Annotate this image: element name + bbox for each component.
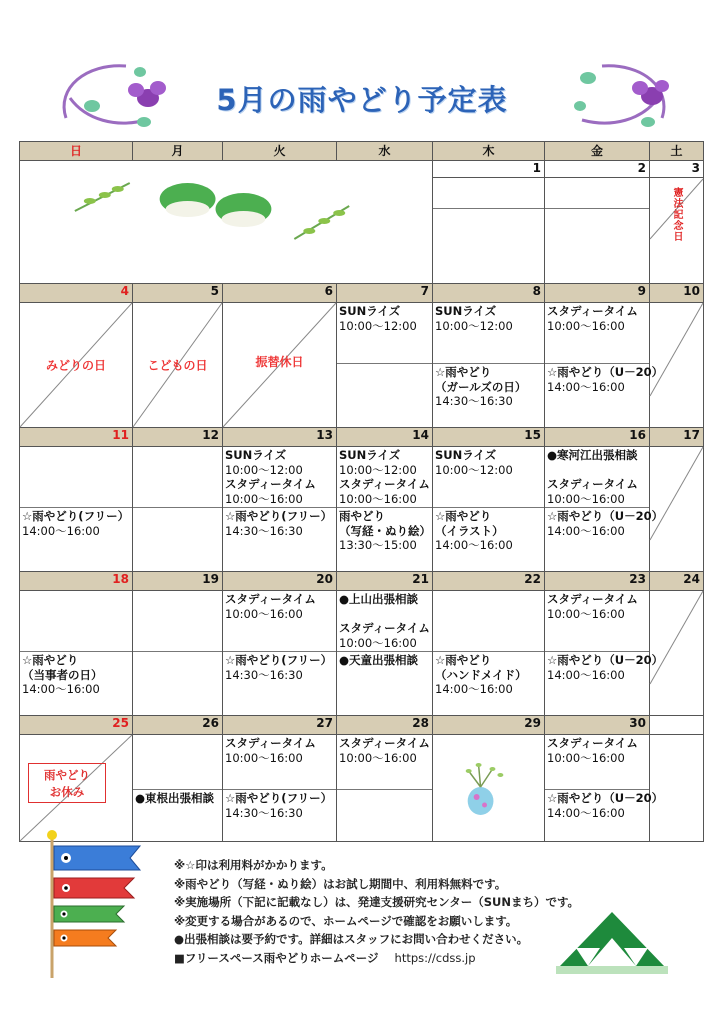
day-cell-11 [20,447,133,572]
day-cell-10 [650,303,704,428]
event-bottom: ☆雨やどり （ガールズの日） 14:30～16:30 [433,363,544,427]
day-cell-15 [433,447,545,572]
event-top: スタディータイム 10:00～16:00 [339,736,430,765]
event-top: SUNライズ 10:00～12:00 [435,448,513,477]
note-line: ●出張相談は要予約です。詳細はスタッフにお問い合わせください。 [174,932,529,947]
week5-body-row [20,735,704,842]
event-bottom [133,507,222,571]
event-bottom [133,651,222,715]
event-top: スタディータイム 10:00～16:00 [225,736,316,765]
calendar-table [19,141,704,842]
day-cell-20 [223,591,337,716]
note-line: ※変更する場合があるので、ホームページで確認をお願いします。 [174,913,518,928]
weekday-sat: 土 [650,142,704,161]
day-cell-24 [650,591,704,716]
date-number: 16 [545,428,650,447]
date-number: 9 [545,284,650,303]
date-number: 18 [20,572,133,591]
week3-date-row [20,428,704,447]
week1-row [20,161,704,284]
date-number: 10 [650,284,704,303]
kashiwa-mochi-icon [20,161,432,283]
week3-body-row [20,447,704,572]
week2-date-row [20,284,704,303]
day-cell-8 [433,303,545,428]
weekday-mon: 月 [133,142,223,161]
day-cell-empty [650,735,704,842]
date-number: 2 [545,161,649,178]
homepage-link[interactable]: https://cdss.jp [394,950,476,965]
weekday-sun: 日 [20,142,133,161]
day-cell-30 [545,735,664,842]
event-bottom: ☆雨やどり（U－20） 14:00～16:00 [545,507,649,571]
day-cell-16 [545,447,664,572]
date-number: 21 [337,572,433,591]
day-cell-3 [650,161,704,284]
event-bottom: ☆雨やどり(フリー） 14:30～16:30 [223,789,336,841]
event-bottom: 雨やどり （写経・ぬり絵） 13:30～15:00 [337,507,432,571]
weekday-wed: 水 [337,142,433,161]
event-top: SUNライズ 10:00～12:00 スタディータイム 10:00～16:00 [225,448,316,506]
date-number: 6 [223,284,337,303]
day-cell-7 [337,303,433,428]
diagonal-slash [650,447,703,571]
weekday-thu: 木 [433,142,545,161]
event-bottom [337,789,432,841]
diagonal-slash [650,591,703,715]
date-number: 25 [20,716,133,735]
week2-body-row [20,303,704,428]
date-number: 7 [337,284,433,303]
kashiwa-mochi-illustration-cell [20,161,433,284]
day-cell-28 [337,735,433,842]
date-number: 29 [433,716,545,735]
day-cell-21 [337,591,433,716]
event-top: SUNライズ 10:00～12:00 [339,304,417,333]
day-cell-2 [545,161,650,284]
event-top: スタディータイム 10:00～16:00 [547,592,638,621]
note-line: ※☆印は利用料がかかります。 [174,858,333,872]
event-top: SUNライズ 10:00～12:00 [435,304,513,333]
day-cell-1 [433,161,545,284]
event-bottom: ☆雨やどり （当事者の日） 14:00～16:00 [20,651,132,715]
day-cell-27 [223,735,337,842]
date-number: 26 [133,716,223,735]
event-top: スタディータイム 10:00～16:00 [225,592,316,621]
day-cell-5 [133,303,223,428]
date-number [650,716,704,735]
day-cell-12 [133,447,223,572]
day-cell-13 [223,447,337,572]
day-cell-25 [20,735,133,842]
date-number: 17 [650,428,704,447]
event-top: ●上山出張相談 スタディータイム 10:00～16:00 [339,592,430,650]
date-number: 19 [133,572,223,591]
date-number: 12 [133,428,223,447]
event-bottom: ☆雨やどり （ハンドメイド） 14:00～16:00 [433,651,544,715]
day-cell-6 [223,303,337,428]
date-number: 14 [337,428,433,447]
event-bottom: ☆雨やどり(フリー） 14:30～16:30 [223,651,336,715]
week4-body-row [20,591,704,716]
note-line: ※雨やどり（写経・ぬり絵）はお試し期間中、利用料無料です。 [174,876,507,891]
holiday-label: 憲法記念日 [671,187,682,242]
day-cell-29 [433,735,545,842]
date-number: 8 [433,284,545,303]
date-number: 28 [337,716,433,735]
event-top: SUNライズ 10:00～12:00 スタディータイム 10:00～16:00 [339,448,430,506]
kabuto-logo-icon [556,908,668,974]
event-bottom: ☆雨やどり（U－20） 14:00～16:00 [545,651,649,715]
date-number: 22 [433,572,545,591]
event-top: スタディータイム 10:00～16:00 [547,304,638,333]
holiday-label: 振替休日 [255,355,304,370]
day-cell-17 [650,447,704,572]
day-cell-22 [433,591,545,716]
closed-notice: 雨やどり お休み [28,763,106,803]
event-bottom: ●天童出張相談 [337,651,432,715]
event-bottom: ☆雨やどり（U－20） 14:00～16:00 [545,789,649,841]
event-bottom: ☆雨やどり（U－20） 14:00～16:00 [545,363,649,427]
event-top: ●寒河江出張相談 スタディータイム 10:00～16:00 [547,448,638,506]
plant-pot-icon [433,735,544,841]
date-number: 15 [433,428,545,447]
event-top: スタディータイム 10:00～16:00 [547,736,638,765]
day-cell-26 [133,735,223,842]
koinobori-carp-streamer-icon [44,828,148,980]
date-number: 23 [545,572,650,591]
holiday-label: みどりの日 [45,358,106,373]
event-bottom [337,363,432,427]
day-cell-18 [20,591,133,716]
date-number: 11 [20,428,133,447]
homepage-line [174,949,579,968]
event-bottom: ●東根出張相談 [133,789,222,841]
date-number: 20 [223,572,337,591]
day-cell-23 [545,591,664,716]
date-number: 30 [545,716,650,735]
note-line: ※実施場所（下記に記載なし）は、発達支援研究センター（SUNまち）です。 [174,895,580,910]
violet-wreath-right-icon [562,58,672,134]
day-cell-14 [337,447,433,572]
event-bottom: ☆雨やどり （イラスト） 14:00～16:00 [433,507,544,571]
date-number: 1 [433,161,544,178]
weekday-header-row [20,142,704,161]
date-number: 27 [223,716,337,735]
homepage-label: ■フリースペース雨やどりホームページ [174,950,379,965]
week5-date-row [20,716,704,735]
day-cell-19 [133,591,223,716]
diagonal-slash [650,303,703,427]
day-cell-9 [545,303,664,428]
date-number: 5 [133,284,223,303]
page-title: 5月の雨やどり予定表 [216,83,508,117]
holiday-label: こどもの日 [147,358,208,373]
date-number: 24 [650,572,704,591]
date-number: 4 [20,284,133,303]
notes-section [174,856,579,968]
event-bottom: ☆雨やどり(フリー） 14:00～16:00 [20,507,132,571]
event-bottom: ☆雨やどり(フリー） 14:30～16:30 [223,507,336,571]
weekday-fri: 金 [545,142,650,161]
weekday-tue: 火 [223,142,337,161]
week4-date-row [20,572,704,591]
day-cell-4 [20,303,133,428]
date-number: 13 [223,428,337,447]
date-number: 3 [650,161,703,178]
